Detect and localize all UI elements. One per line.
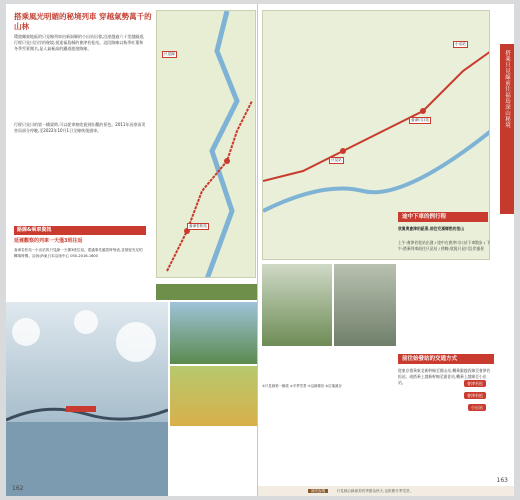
route-info-text: 會津若松站~小出站的只見線一天僅3班往返。建議事先確認時刻表,並預留充足的轉乘時間。洽詢:JR東日本洽詢中心 050-2016-1600 (14, 248, 143, 258)
footer-note (258, 486, 514, 496)
intro-paragraph: 環遊關東地區的只見線列車由新潟縣的小出站出發,沿途越過六十里越隧道,行經只見川沿岸的秘境,抵達福島縣的會津若松站。這段路線以秋季紅葉和冬季雪景聞名,是人氣極高的鐵道旅遊路線。 (14, 34, 145, 51)
photo-caption: ①只見線第一橋梁 ②冬季雪景 ③沿線梯田 ④紅葉溪谷 (262, 384, 392, 389)
right-page (258, 4, 514, 496)
itinerary-title: 途中下車的例行程 (398, 212, 488, 222)
route-info-section: 路線&乘車資訊 (14, 226, 146, 235)
left-page (6, 4, 258, 496)
side-tab: 搭乘只見線前往福島深山秘境 (500, 44, 514, 214)
route-map-left (156, 10, 256, 278)
article-title: 搭乘風光明媚的秘境列車 穿越氣勢萬千的山林 (14, 12, 152, 31)
route-map-right (262, 10, 490, 260)
footer-label: 補充說明 (308, 489, 328, 493)
badge: 會津若松 (464, 392, 486, 399)
itinerary-text: 上午:會津若松站出發 / 途中在會津川口站下車散步 / 下午:搭乘列車前往只見站 / 傍晚:欣賞只見川沿岸風景 (398, 240, 491, 251)
access-text: 從東京搭乘東北新幹線至郡山站,轉乘磐越西線至會津若松站。或搭乘上越新幹線至浦佐站,轉乘上越線至小出站。 (398, 368, 491, 385)
rice-field-photo (170, 366, 258, 426)
route-subheading: 延遲觀察的列車一天僅3班往返 (14, 238, 83, 244)
green-valley-photo (170, 302, 258, 364)
page-number-left: 162 (12, 485, 24, 492)
intro-paragraph-2: 行經只見川的第一橋梁時,可以從車窗欣賞到壯觀的景色。2011年因豪雨災害而部分停駛,至2022年10月1日全線恢復通車。 (14, 122, 146, 133)
badge: 小出站 (468, 404, 486, 411)
access-title: 前往始發站的交通方式 (398, 354, 494, 364)
map-label: 會津川口站 (411, 118, 429, 122)
page-number-right: 163 (496, 477, 508, 484)
footer-text: 只見線沿線最美的季節為秋天,也推薦冬季雪景。 (336, 489, 414, 493)
snow-bridge-photo (6, 302, 168, 496)
map-label: 只見線 (164, 52, 175, 56)
itinerary-subtitle: 欣賞奧會津的絕景,前往充滿鄉愁的里山 (398, 226, 464, 231)
map-graphic-right (263, 11, 490, 260)
bridge-graphic (6, 302, 168, 496)
map-label: 只見站 (331, 158, 342, 162)
photo-strip (156, 284, 258, 300)
gorge-photo (334, 264, 396, 346)
mountain-photo (262, 264, 332, 346)
map-label: 小出站 (455, 42, 466, 46)
badge: 會津若松 (464, 380, 486, 387)
map-label: 會津若松站 (189, 224, 207, 228)
